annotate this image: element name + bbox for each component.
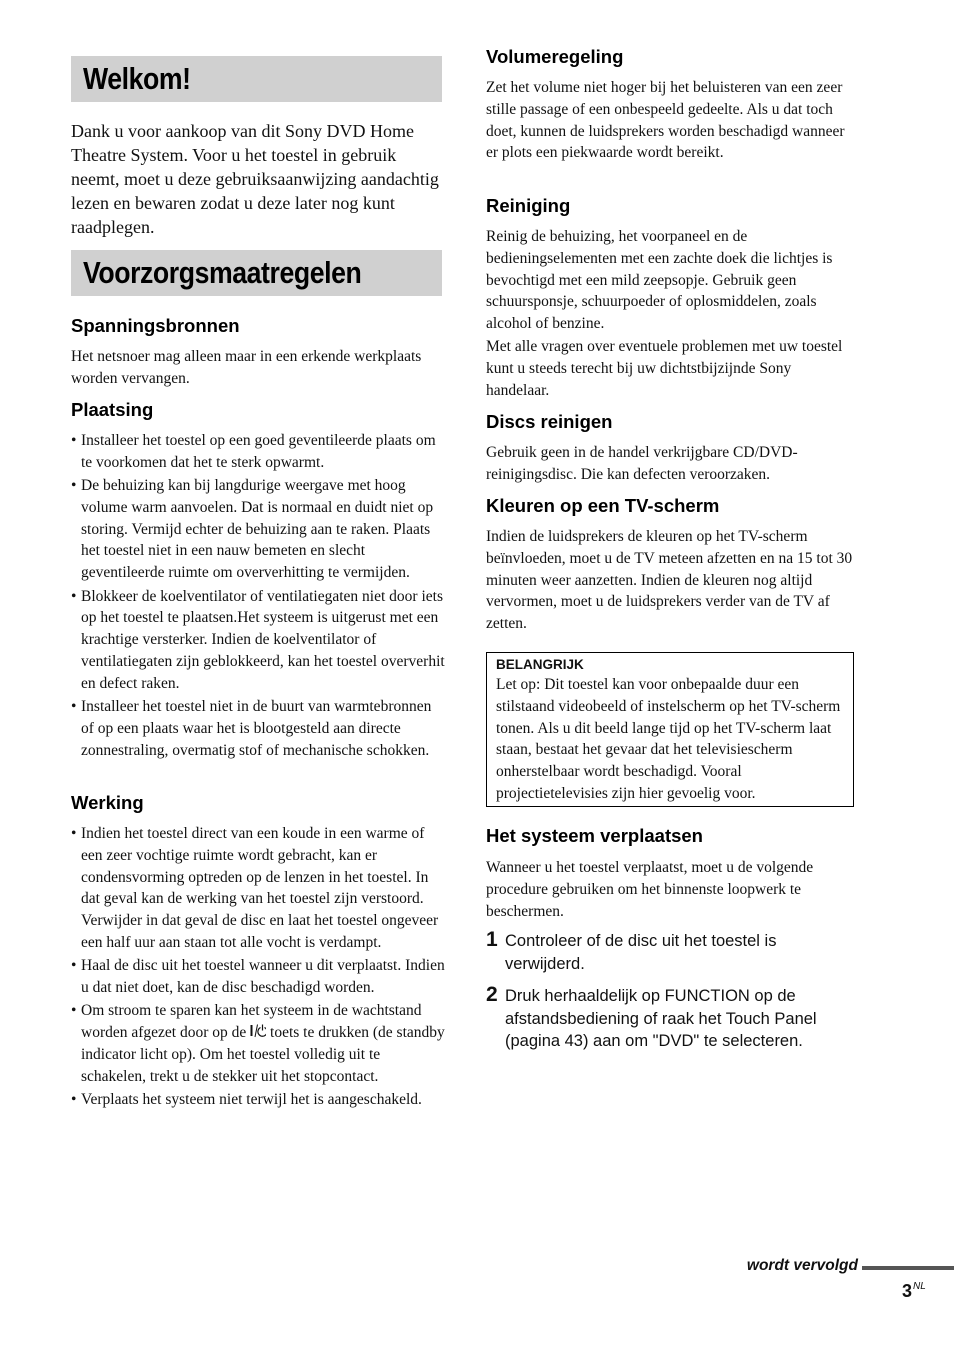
- step-text: Controleer of de disc uit het toestel is verwijderd.: [505, 932, 777, 973]
- power-standby-icon: [250, 1023, 266, 1035]
- list-item: • Indien het toestel direct van een koude in een warme of een zeer vochtige ruimte wordt gebracht, kan er condensvorming optreden op de lenzen in het toestel. In dat geval kan de werking van het toestel zijn verstoord. Verwijder in dat geval de disc en laat het toestel ongeveer een half uur aan staan tot alle vocht is verdampt.: [71, 823, 446, 954]
- power-sources-heading: Spanningsbronnen: [71, 315, 240, 336]
- important-note: [486, 652, 854, 807]
- discs-text: Gebruik geen in de handel verkrijgbare CD/DVD-reinigingsdisc. Die kan defecten veroorzaken.: [486, 444, 798, 483]
- precautions-banner: [71, 250, 442, 296]
- volume-heading: Volumeregeling: [486, 46, 624, 67]
- tv-colors-heading: Kleuren op een TV-scherm: [486, 495, 720, 516]
- list-item: [71, 1000, 446, 1087]
- list-item: • Haal de disc uit het toestel wanneer u dit verplaatst. Indien u dat niet doet, kan de disc beschadigd worden.: [71, 955, 446, 999]
- volume-text: Zet het volume niet hoger bij het beluisteren van een zeer stille passage of een onbespeeld gedeelte. Als u dat toch doet, kunnen de luidsprekers worden beschadigd wanneer er plots een piekwaarde wordt bereikt.: [486, 79, 845, 162]
- list-item: • Installeer het toestel niet in de buurt van warmtebronnen of op een plaats waar het is blootgesteld aan directe zonnestraling, overmatig stof of mechanische schokken.: [71, 696, 446, 761]
- list-item: • Blokkeer de koelventilator of ventilatiegaten niet door iets op het toestel te plaatsen.Het systeem is uitgerust met een krachtige versterker. Indien de koelventilator of ventilatiegaten zijn geblokkeerd, kan het toestel oververhit en defect raken.: [71, 586, 446, 695]
- cleaning-text-1: Reinig de behuizing, het voorpaneel en de bedieningselementen met een zachte doek die lichtjes is bevochtigd met een mild zeepsopje. Gebruik geen schuursponsje, schuurpoeder of oplosmiddelen, zoals alcohol of benzine.: [486, 228, 833, 333]
- cleaning-text-2: Met alle vragen over eventuele problemen met uw toestel kunt u steeds terecht bij uw dichtstbijzijnde Sony handelaar.: [486, 338, 843, 399]
- discs-heading: Discs reinigen: [486, 411, 613, 432]
- list-item: • Verplaats het systeem niet terwijl het is aangeschakeld.: [71, 1089, 446, 1111]
- step-2: [486, 985, 854, 1053]
- moving-text: Wanneer u het toestel verplaatst, moet u de volgende procedure gebruiken om het binnenste loopwerk te beschermen.: [486, 859, 814, 920]
- page-number: [902, 1281, 926, 1302]
- power-sources-text: Het netsnoer mag alleen maar in een erkende werkplaats worden vervangen.: [71, 348, 422, 387]
- step-1: [486, 930, 854, 975]
- moving-heading: Het systeem verplaatsen: [486, 825, 703, 846]
- welcome-banner: [71, 56, 442, 102]
- cleaning-heading: Reiniging: [486, 195, 571, 216]
- operation-list: [71, 823, 446, 1112]
- placement-list: [71, 430, 446, 763]
- important-text: Let op: Dit toestel kan voor onbepaalde duur een stilstaand videobeeld of instelscherm op het TV-scherm tonen. Als u dit beeld lange tijd op het TV-scherm laat staan, bestaat het gevaar dat het televisiescherm onherstelbaar wordt beschadigd. Vooral projectietelevisies zijn hier gevoelig voor.: [496, 676, 841, 802]
- page-number-value: 3: [902, 1281, 913, 1301]
- step-number: 2: [486, 983, 498, 1006]
- list-item: • Installeer het toestel op een goed geventileerde plaats om te voorkomen dat het te sterk opwarmt.: [71, 430, 446, 474]
- page-language: NL: [913, 1281, 926, 1292]
- operation-heading: Werking: [71, 792, 144, 813]
- important-title: BELANGRIJK: [496, 657, 584, 672]
- list-item: • De behuizing kan bij langdurige weergave met hoog volume warm aanvoelen. Dat is normaal en duidt niet op storing. Vermijd echter de behuizing aan te raken. Plaats het toestel niet in een nauw bemeten en slecht geventileerde ruimte om oververhitting te vermijden.: [71, 475, 446, 584]
- list-item-text-a: Om stroom te sparen kan het systeem in de wachtstand worden afgezet door op de: [81, 1002, 422, 1042]
- welcome-intro: Dank u voor aankoop van dit Sony DVD Home Theatre System. Voor u het toestel in gebruik neemt, moet u deze gebruiksaanwijzing aandachtig lezen en bewaren zodat u deze later nog kunt raadplegen.: [71, 121, 439, 237]
- placement-heading: Plaatsing: [71, 399, 154, 420]
- welcome-title: Welkom!: [83, 61, 191, 96]
- tv-colors-text: Indien de luidsprekers de kleuren op het TV-scherm beïnvloeden, moet u de TV meteen afzetten en na 15 tot 30 minuten weer aanzetten. Indien de kleuren nog altijd vervormen, moet u de luidsprekers verder van de TV af zetten.: [486, 528, 853, 633]
- step-text: Druk herhaaldelijk op FUNCTION op de afstandsbediening of raak het Touch Panel (pagina 43) aan om "DVD" te selecteren.: [505, 987, 817, 1050]
- continued-label: wordt vervolgd: [746, 1257, 858, 1274]
- precautions-title: Voorzorgsmaatregelen: [83, 255, 362, 290]
- continued-divider: [862, 1266, 954, 1270]
- step-number: 1: [486, 928, 498, 951]
- list-item-text-b: toets te drukken (de standby indicator licht op). Om het toestel volledig uit te schakelen, trekt u de stekker uit het stopcontact.: [81, 1024, 445, 1085]
